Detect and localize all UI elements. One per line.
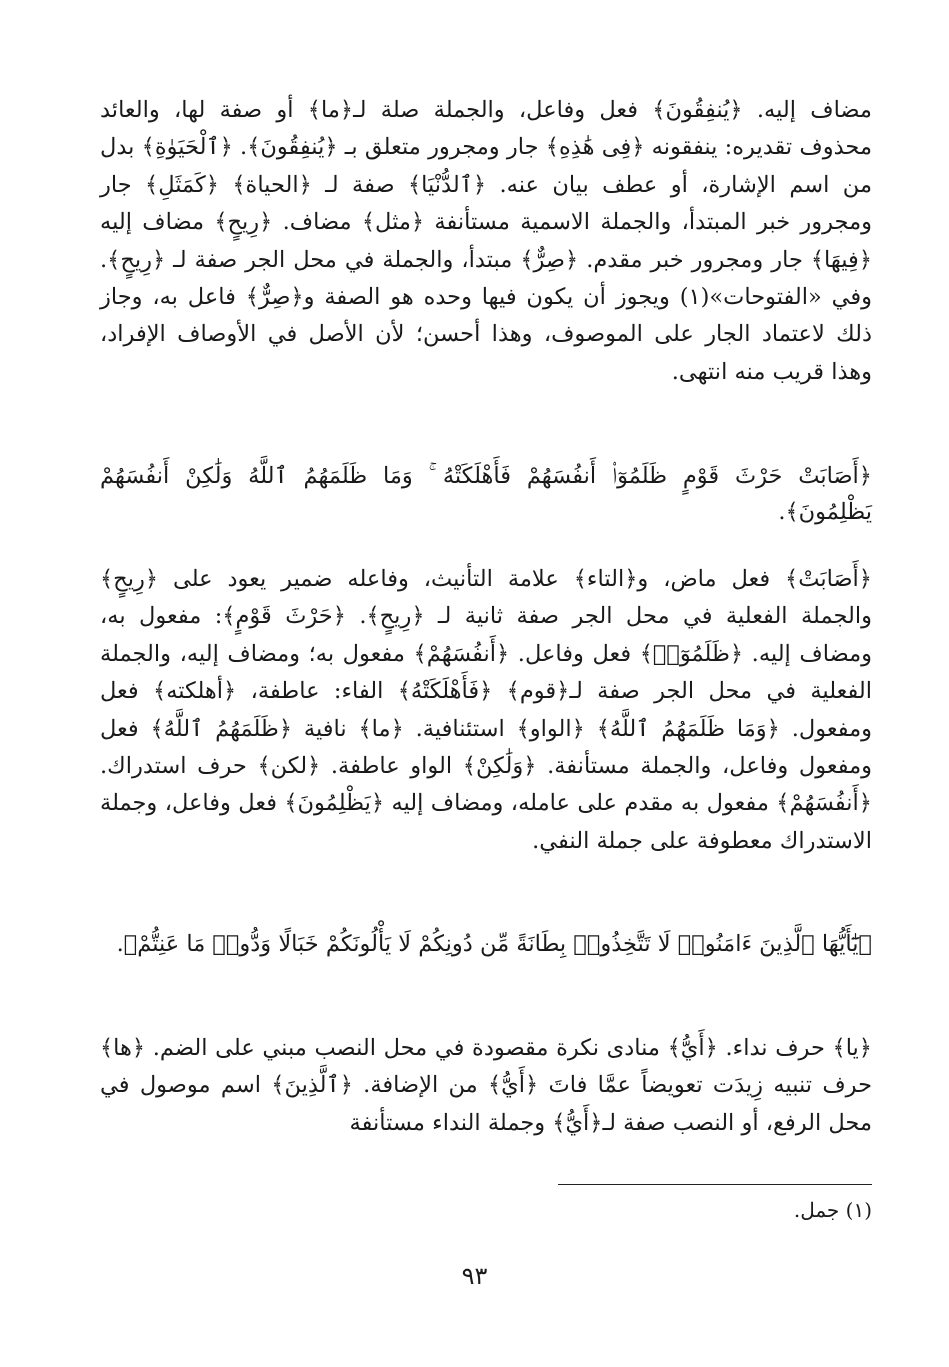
paragraph-grammar-analysis-2: ﴿أَصَابَتْ﴾ فعل ماض، و﴿التاء﴾ علامة التأنيث، وفاعله ضمير يعود على ﴿رِيحٍ﴾ والجملة الفعلية في محل الجر صفة ثانية لـ ﴿رِيحٍ﴾. ﴿حَرْثَ قَوْمٍ﴾: مفعول به، ومضاف إليه. ﴿ظَلَمُوٓا۟﴾ فعل وفاعل. ﴿أَنفُسَهُمْ﴾ مفعول به؛ ومضاف إليه، والجملة الفعلية في محل الجر صفة لـ﴿قوم﴾ ﴿فَأَهْلَكَتْهُ﴾ الفاء: عاطفة، ﴿أهلكته﴾ فعل ومفعول. ﴿وَمَا ظَلَمَهُمُ ٱللَّهُ﴾ ﴿الواو﴾ استئنافية. ﴿ما﴾ نافية ﴿ظَلَمَهُمُ ٱللَّهُ﴾ فعل ومفعول وفاعل، والجملة مستأنفة. ﴿وَلَٰكِنْ﴾ الواو عاطفة. ﴿لكن﴾ حرف استدراك. ﴿أَنفُسَهُمْ﴾ مفعول به مقدم على عامله، ومضاف إليه ﴿يَظْلِمُونَ﴾ فعل وفاعل، وجملة الاستدراك معطوفة على جملة النفي. [100, 566, 872, 854]
quran-verse-2: ﴿يَٰٓأَيُّهَا ٱلَّذِينَ ءَامَنُوا۟ لَا تَتَّخِذُوا۟ بِطَانَةً مِّن دُونِكُمْ لَا يَأْلُونَكُمْ خَبَالًا وَدُّوا۟ مَا عَنِتُّمْ﴾. [116, 931, 872, 957]
paragraph-grammar-analysis-1: مضاف إليه. ﴿يُنفِقُونَ﴾ فعل وفاعل، والجملة صلة لـ﴿ما﴾ أو صفة لها، والعائد محذوف تقديره: ينفقونه ﴿فِى هَٰذِهِ﴾ جار ومجرور متعلق بـ ﴿يُنفِقُونَ﴾. ﴿ٱلْحَيَوٰةِ﴾ بدل من اسم الإشارة، أو عطف بيان عنه. ﴿ٱلدُّنْيَا﴾ صفة لـ ﴿الحياة﴾ ﴿كَمَثَلِ﴾ جار ومجرور خبر المبتدأ، والجملة الاسمية مستأنفة ﴿مثل﴾ مضاف. ﴿رِيحٍ﴾ مضاف إليه ﴿فِيهَا﴾ جار ومجرور خبر مقدم. ﴿صِرٌّ﴾ مبتدأ، والجملة في محل الجر صفة لـ ﴿رِيحٍ﴾. وفي «الفتوحات»(١) ويجوز أن يكون فيها وحده هو الصفة و﴿صِرٌّ﴾ فاعل به، وجاز ذلك لاعتماد الجار على الموصوف، وهذا أحسن؛ لأن الأصل في الأوصاف الإفراد، وهذا قريب منه انتهى. [100, 97, 873, 385]
footnote: (١) جمل. [793, 1198, 872, 1222]
quran-verse-1: ﴿أَصَابَتْ حَرْثَ قَوْمٍ ظَلَمُوٓا۟ أَنفُسَهُمْ فَأَهْلَكَتْهُ ۚ وَمَا ظَلَمَهُمُ ٱللَّهُ وَلَٰكِنْ أَنفُسَهُمْ يَظْلِمُونَ﴾. [100, 463, 872, 525]
page-number: ٩٣ [461, 1262, 488, 1290]
paragraph-grammar-analysis-3: ﴿يا﴾ حرف نداء. ﴿أَيُّ﴾ منادى نكرة مقصودة في محل النصب مبني على الضم. ﴿ها﴾ حرف تنبيه زِيدَت تعويضاً عمَّا فاتَ ﴿أَيُّ﴾ من الإضافة. ﴿ٱلَّذِينَ﴾ اسم موصول في محل الرفع، أو النصب صفة لـ﴿أَيُّ﴾ وجملة النداء مستأنفة [100, 1035, 872, 1136]
footnote-divider [558, 1184, 872, 1185]
